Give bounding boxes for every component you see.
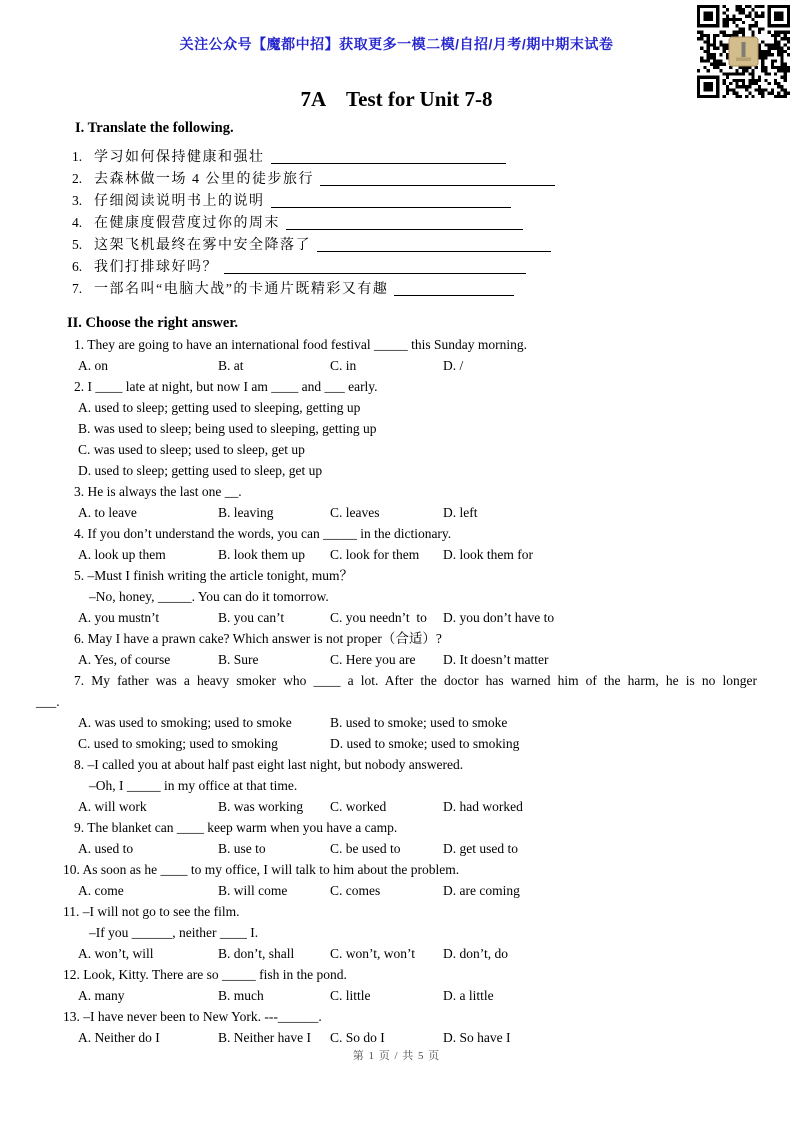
question-11-line-1: 11. –I will not go to see the film. [63,904,240,919]
question-7-line-1: 7. My father was a heavy smoker who ____ a lot. After the doctor has warned him of the harm, he is no longer [74,673,757,688]
question-12-line-1: 12. Look, Kitty. There are so _____ fish in the pond. [63,967,347,982]
question-12-option-d: D. a little [443,988,494,1003]
question-4-option-a: A. look up them [78,547,166,562]
translate-item-4 [36,212,757,234]
question-8-option-c: C. worked [330,799,387,814]
question-6-options-row [36,649,757,670]
question-6-line-1: 6. May I have a prawn cake? Which answer is not proper（合适）? [74,631,442,646]
question-8-line-2: –Oh, I _____ in my office at that time. [89,778,298,793]
question-6-option-b: B. Sure [218,652,259,667]
question-8-option-d: D. had worked [443,799,523,814]
question-7-line-2: ___. [36,694,60,709]
question-4-option-d: D. look them for [443,547,533,562]
question-9-options-row [36,838,757,859]
question-4-option-c: C. look for them [330,547,420,562]
item-number: 5. [72,237,83,252]
question-12-option-a: A. many [78,988,125,1003]
question-1-options-row [36,355,757,376]
question-3-line-1: 3. He is always the last one __. [74,484,242,499]
question-8-line-1: 8. –I called you at about half past eight last night, but nobody answered. [74,757,464,772]
question-3-option-b: B. leaving [218,505,274,520]
question-2-line-1: 2. I ____ late at night, but now I am ____ and ___ early. [74,379,378,394]
question-3-options-row [36,502,757,523]
item-chinese-text: 学习如何保持健康和强壮 [94,150,265,165]
answer-blank [317,237,551,252]
item-number: 6. [72,259,83,274]
question-2-option-c: C. was used to sleep; used to sleep, get up [78,442,305,457]
question-13 [36,1006,757,1048]
answer-blank [394,281,514,296]
question-11 [36,901,757,964]
item-number: 2. [72,171,83,186]
question-7-options-row [36,733,757,754]
item-chinese-text: 仔细阅读说明书上的说明 [94,194,265,209]
page-footer: 第 1 页 / 共 5 页 [352,1050,441,1062]
question-6-option-a: A. Yes, of course [78,652,171,667]
question-2-option-b: B. was used to sleep; being used to sleeping, getting up [78,421,377,436]
answer-blank [224,259,526,274]
question-5-option-a: A. you mustn’t [78,610,160,625]
question-3 [36,481,757,523]
question-11-option-c: C. won’t, won’t [330,946,416,961]
answer-blank [271,193,511,208]
translate-item-7 [36,278,757,300]
item-number: 7. [72,281,83,296]
question-4-option-b: B. look them up [218,547,305,562]
question-3-option-d: D. left [443,505,478,520]
question-8-option-b: B. was working [218,799,304,814]
question-10-options-row [36,880,757,901]
question-11-options-row [36,943,757,964]
question-12-option-b: B. much [218,988,264,1003]
question-7-option-c: C. used to smoking; used to smoking [78,736,278,751]
question-8-options-row [36,796,757,817]
question-11-option-a: A. won’t, will [78,946,154,961]
question-11-option-b: B. don’t, shall [218,946,295,961]
question-9-option-a: A. used to [78,841,134,856]
item-chinese-text: 去森林做一场 4 公里的徒步旅行 [94,172,314,187]
translate-item-5 [36,234,757,256]
question-1-option-d: D. / [443,358,464,373]
question-3-option-a: A. to leave [78,505,137,520]
section-translate-heading: I. Translate the following. [75,120,234,136]
page-title: 7A Test for Unit 7-8 [300,87,493,111]
document-body [36,118,757,1048]
question-9 [36,817,757,859]
question-7 [36,670,757,754]
item-chinese-text: 这架飞机最终在雾中安全降落了 [94,238,311,253]
question-12-options-row [36,985,757,1006]
question-13-option-a: A. Neither do I [78,1030,160,1045]
question-7-option-a: A. was used to smoking; used to smoke [78,715,292,730]
question-9-line-1: 9. The blanket can ____ keep warm when you have a camp. [74,820,398,835]
question-1-option-a: A. on [78,358,108,373]
question-10-option-a: A. come [78,883,124,898]
item-chinese-text: 一部名叫“电脑大战”的卡通片既精彩又有趣 [94,282,389,297]
item-chinese-text: 在健康度假营度过你的周末 [94,216,280,231]
question-2-option-a: A. used to sleep; getting used to sleeping, getting up [78,400,361,415]
question-7-option-b: B. used to smoke; used to smoke [330,715,508,730]
question-1 [36,334,757,376]
question-12 [36,964,757,1006]
question-10-option-b: B. will come [218,883,288,898]
question-5 [36,565,757,628]
answer-blank [271,149,506,164]
translate-item-1 [36,146,757,168]
question-6 [36,628,757,670]
question-4-options-row [36,544,757,565]
question-9-option-c: C. be used to [330,841,401,856]
translate-item-6 [36,256,757,278]
question-13-option-b: B. Neither have I [218,1030,311,1045]
question-7-options-row [36,712,757,733]
question-13-options-row [36,1027,757,1048]
question-6-option-d: D. It doesn’t matter [443,652,549,667]
question-5-line-1: 5. –Must I finish writing the article tonight, mum？ [74,568,353,583]
question-5-option-c: C. you needn’t to [330,610,427,625]
question-6-option-c: C. Here you are [330,652,416,667]
question-2-option-d: D. used to sleep; getting used to sleep, get up [78,463,323,478]
question-3-option-c: C. leaves [330,505,380,520]
item-number: 1. [72,149,83,164]
question-1-option-c: C. in [330,358,357,373]
question-10-line-1: 10. As soon as he ____ to my office, I will talk to him about the problem. [63,862,460,877]
question-13-line-1: 13. –I have never been to New York. ---______. [63,1009,322,1024]
item-number: 4. [72,215,83,230]
question-1-line-1: 1. They are going to have an international food festival _____ this Sunday morning. [74,337,528,352]
question-11-line-2: –If you ______, neither ____ I. [89,925,259,940]
question-10-option-d: D. are coming [443,883,520,898]
question-4-line-1: 4. If you don’t understand the words, you can _____ in the dictionary. [74,526,452,541]
question-4 [36,523,757,565]
question-7-option-d: D. used to smoke; used to smoking [330,736,520,751]
question-2 [36,376,757,481]
question-9-option-d: D. get used to [443,841,518,856]
translate-item-3 [36,190,757,212]
question-10-option-c: C. comes [330,883,381,898]
item-chinese-text: 我们打排球好吗？ [94,260,218,275]
answer-blank [320,171,555,186]
question-5-options-row [36,607,757,628]
question-8-option-a: A. will work [78,799,147,814]
question-5-option-b: B. you can’t [218,610,285,625]
question-13-option-c: C. So do I [330,1030,385,1045]
question-9-option-b: B. use to [218,841,266,856]
question-10 [36,859,757,901]
translate-item-2 [36,168,757,190]
question-1-option-b: B. at [218,358,244,373]
question-5-option-d: D. you don’t have to [443,610,555,625]
translate-items [36,146,757,300]
section-choose-heading: II. Choose the right answer. [67,315,239,331]
question-11-option-d: D. don’t, do [443,946,509,961]
promo-header-text: 关注公众号【魔都中招】获取更多一模二模/自招/月考/期中期末试卷 [179,36,614,52]
answer-blank [286,215,523,230]
question-5-line-2: –No, honey, _____. You can do it tomorrow. [89,589,329,604]
item-number: 3. [72,193,83,208]
question-8 [36,754,757,817]
choose-questions [36,334,757,1048]
question-12-option-c: C. little [330,988,371,1003]
question-13-option-d: D. So have I [443,1030,511,1045]
